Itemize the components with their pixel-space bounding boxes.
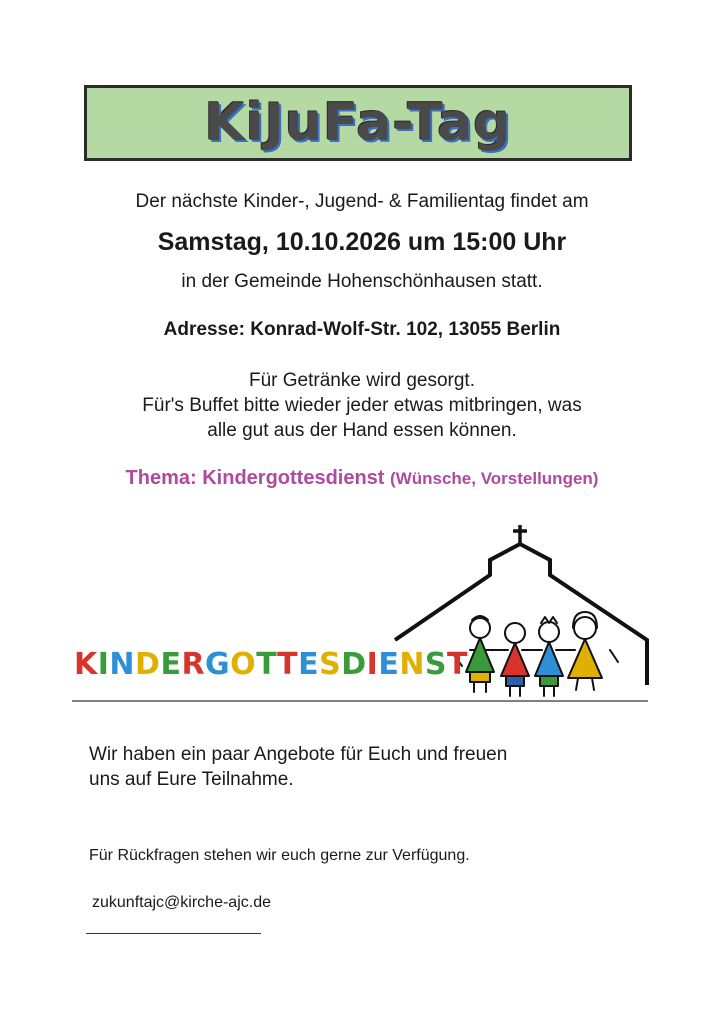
event-address: Adresse: Konrad-Wolf-Str. 102, 13055 Berlin	[163, 319, 561, 340]
banner-letter: E	[378, 647, 400, 682]
theme-line	[0, 467, 724, 490]
banner-letter: S	[424, 647, 448, 682]
banner-letter: I	[97, 647, 110, 682]
banner-letter: N	[399, 647, 425, 682]
banner-letter: I	[366, 647, 379, 682]
title-box	[84, 85, 632, 161]
cross-icon	[513, 525, 527, 544]
info-line: Für Getränke wird gesorgt.	[249, 370, 475, 391]
page-title: KiJuFa-Tag	[204, 93, 512, 153]
intro-text: Der nächste Kinder-, Jugend- & Familientag findet am	[135, 191, 589, 212]
children-holding-hands-icon	[454, 612, 618, 696]
offer-text	[89, 742, 609, 792]
banner-letter: K	[74, 647, 98, 682]
info-block	[0, 368, 724, 443]
banner-letter: D	[341, 647, 367, 682]
banner-letter: T	[256, 647, 278, 682]
banner-letter: E	[298, 647, 320, 682]
banner-letter: E	[160, 647, 182, 682]
banner-letter: G	[205, 647, 231, 682]
signature-line	[86, 933, 261, 934]
banner-letter: T	[447, 647, 468, 682]
banner-letter: T	[277, 647, 299, 682]
email-address: zukunftajc@kirche-ajc.de	[92, 894, 271, 911]
event-place: in der Gemeinde Hohenschönhausen statt.	[181, 271, 543, 292]
banner-letter: N	[109, 647, 136, 682]
banner-letter: D	[135, 647, 161, 682]
info-line: alle gut aus der Hand essen können.	[207, 420, 517, 441]
banner-letter: S	[319, 647, 342, 682]
theme-sub: (Wünsche, Vorstellungen)	[390, 469, 599, 488]
kindergottesdienst-banner-word	[74, 647, 468, 682]
banner-letter: R	[181, 647, 206, 682]
theme-main: Thema: Kindergottesdienst	[125, 467, 385, 489]
contact-text: Für Rückfragen stehen wir euch gerne zur Verfügung.	[89, 847, 470, 864]
offer-line: uns auf Eure Teilnahme.	[89, 769, 294, 790]
offer-line: Wir haben ein paar Angebote für Euch und freuen	[89, 744, 508, 765]
info-line: Für's Buffet bitte wieder jeder etwas mitbringen, was	[142, 395, 582, 416]
event-date: Samstag, 10.10.2026 um 15:00 Uhr	[157, 228, 567, 256]
banner-letter: O	[230, 647, 257, 682]
